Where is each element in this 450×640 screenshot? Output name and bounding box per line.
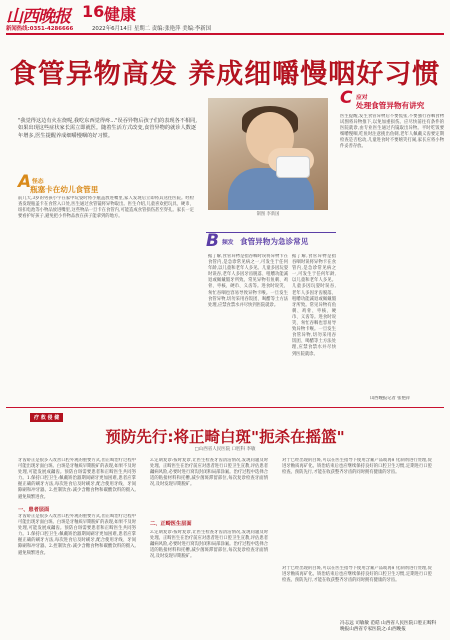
article2-body-right: 对于已经出现的白斑,可以在医生指导下使用含氟产品或再矿化制剂进行处理,促进牙釉质再矿化。矫治结束后也应继续保持良好的口腔卫生习惯,定期进行口腔检查。预防先行,才能在收获整齐牙齿的同时拥有健康的牙齿。: [282, 458, 432, 476]
subhead-orthodontist: 二、正畸医生层面: [150, 521, 192, 527]
page-number: 16: [82, 2, 105, 21]
article-divider: [6, 407, 444, 408]
newspaper-logo: 山西晚报: [6, 7, 70, 27]
article2-intro: 牙齿矫正是很多人改善口腔外观的重要方式,但正畸治疗过程中可能出现牙面白斑。白斑是牙釉质早期脱矿的表现,如果不及时处理,可能发展成龋齿。预防白斑需要患者和正畸医生共同努力。1.保持口腔卫生:佩戴矫治器期间刷牙更加困难,患者应掌握正确的刷牙方法,每次进食后及时刷牙,配合使用牙线、牙间隙刷和冲牙器。2.控制饮食:减少含糖食物和碳酸饮料的摄入,避免频繁进食。: [18, 458, 136, 500]
article2-body-mid-top: 3.定期复诊:按时复诊,让医生检查牙齿清洁情况,发现问题及时处理。正畸医生在治疗前应对患者进行口腔卫生宣教,评估患者龋病风险,必要时进行窝沟封闭和局部涂氟。治疗过程中选择合适的粘接材料和托槽,减少菌斑滞留部位,每次复诊检查牙面情况,及时发现早期脱矿。: [150, 458, 268, 488]
section-b-title: 食管异物为急诊常见: [240, 237, 309, 246]
masthead: [0, 0, 450, 36]
section-a-letter: A: [18, 172, 32, 192]
section-c-body: 医生提醒,发生食管异物后不要慌张,不要强行吞咽食物试图将异物推下,以免加重损伤。应尽快前往有条件的医院就诊,由专业医生通过内镜取出异物。平时吃饭要细嚼慢咽,吃鱼时注意挑出鱼刺,老年人佩戴义齿要定期检查是否松动,儿童进食时不要嬉笑打闹,家长应将小物件妥善存放。: [340, 114, 444, 150]
section-c-label: 应对: [356, 95, 368, 101]
section-b-letter: B: [206, 231, 219, 251]
child-drinking-photo: [208, 98, 328, 210]
photo-caption: 制图 李新国: [256, 212, 280, 217]
article-lead: "我觉得这边有火在烧呢,我吃东西觉得疼..."误吞异物后孩子们的表现各不相同,如果出现这些症状家长需立即就医。随着生活方式改变,食管异物的就诊人数逐年增多,医生提醒养成细嚼慢咽的好习惯。: [18, 118, 198, 139]
footer-line-1: 冯志远 司敏敏 范皓 山西省人民医院口腔正畸科: [340, 621, 437, 626]
section-a-label: 怪态: [32, 179, 44, 185]
date-line: 2022年6月14日 星期二 责编:张艳萍 美编:李新国: [92, 26, 212, 32]
article2-footer: [340, 621, 444, 634]
second-byline: □山西省人民医院 口腔科 李敏: [194, 447, 256, 452]
subhead-patient: 一、患者层面: [18, 507, 50, 513]
masthead-rule: [6, 33, 444, 35]
section-b-label: 频发: [222, 240, 234, 246]
article2-body-mid: 3.定期复诊:按时复诊,让医生检查牙齿清洁情况,发现问题及时处理。正畸医生在治疗前应对患者进行口腔卫生宣教,评估患者龋病风险,必要时进行窝沟封闭和局部涂氟。治疗过程中选择合适的粘接材料和托槽,减少菌斑滞留部位,每次复诊检查牙面情况,及时发现早期脱矿。: [150, 530, 268, 560]
second-headline: 预防先行:将正畸白斑"扼杀在摇篮": [105, 428, 345, 446]
section-a-title: 瓶塞卡在幼儿食管里: [30, 185, 99, 194]
section-b-body: 据了解,食管异物是指吞咽时误将异物卡在食管内,是急诊常见病之一,可发生于任何年龄,以儿童和老年人多见。儿童多因玩耍时误吞,老年人多因牙齿脱落、咀嚼功能减退或佩戴假牙所致。常见异物有鱼刺、鸡骨、枣核、硬币、义齿等。进食时说笑、匆忙吞咽也容易导致异物卡喉。一旦发生食管异物,切勿采用吞饭团、喝醋等土方法处理,应禁食禁水并尽快到医院就诊。: [208, 254, 288, 308]
footer-line-2: 晚报山西省专家医院之:山西晚报: [340, 627, 406, 633]
article1-byline: 山西晚报记者 张艳萍: [370, 396, 411, 401]
article2-body-left: 牙齿矫正是很多人改善口腔外观的重要方式,但正畸治疗过程中可能出现牙面白斑。白斑是牙釉质早期脱矿的表现,如果不及时处理,可能发展成龋齿。预防白斑需要患者和正畸医生共同努力。1.保持口腔卫生:佩戴矫治器期间刷牙更加困难,患者应掌握正确的刷牙方法,每次进食后及时刷牙,配合使用牙线、牙间隙刷和冲牙器。2.控制饮食:减少含糖食物和碳酸饮料的摄入,避免频繁进食。: [18, 514, 136, 556]
page-section: 健康: [104, 5, 137, 24]
section-a-body: 前几天,3岁的男孩小宇在家中玩耍时将小瓶盖放进嘴里,家人发现后立即将其送往医院。经检查发现瓶盖卡在食管入口处,医生通过食管镜将异物取出。医生介绍,儿童喜欢把玩具、硬币、纽扣电池等小物品放进嘴里,这些物品一旦卡在食管内,可能造成食管损伤甚至穿孔。家长一定要看护好孩子,避免把小件物品放在孩子能拿到的地方。: [18, 196, 194, 220]
section-c-letter: C: [340, 88, 353, 108]
main-headline: 食管异物高发 养成细嚼慢咽好习惯: [9, 59, 441, 90]
section-c-title: 处理食管异物有讲究: [356, 101, 425, 110]
column-tag: 疗 救 侵 健: [30, 413, 63, 422]
news-hotline: 新闻热线:0351-4286666: [6, 26, 74, 32]
article2-body-right-cont: 对于已经出现的白斑,可以在医生指导下使用含氟产品或再矿化制剂进行处理,促进牙釉质再矿化。矫治结束后也应继续保持良好的口腔卫生习惯,定期进行口腔检查。预防先行,才能在收获整齐牙齿的同时拥有健康的牙齿。: [282, 566, 432, 584]
section-b-body-cont: 据了解,食管异物是指吞咽时误将异物卡在食管内,是急诊常见病之一,可发生于任何年龄,以儿童和老年人多见。儿童多因玩耍时误吞,老年人多因牙齿脱落、咀嚼功能减退或佩戴假牙所致。常见异物有鱼刺、鸡骨、枣核、硬币、义齿等。进食时说笑、匆忙吞咽也容易导致异物卡喉。一旦发生食管异物,切勿采用吞饭团、喝醋等土方法处理,应禁食禁水并尽快到医院就诊。: [292, 254, 336, 357]
